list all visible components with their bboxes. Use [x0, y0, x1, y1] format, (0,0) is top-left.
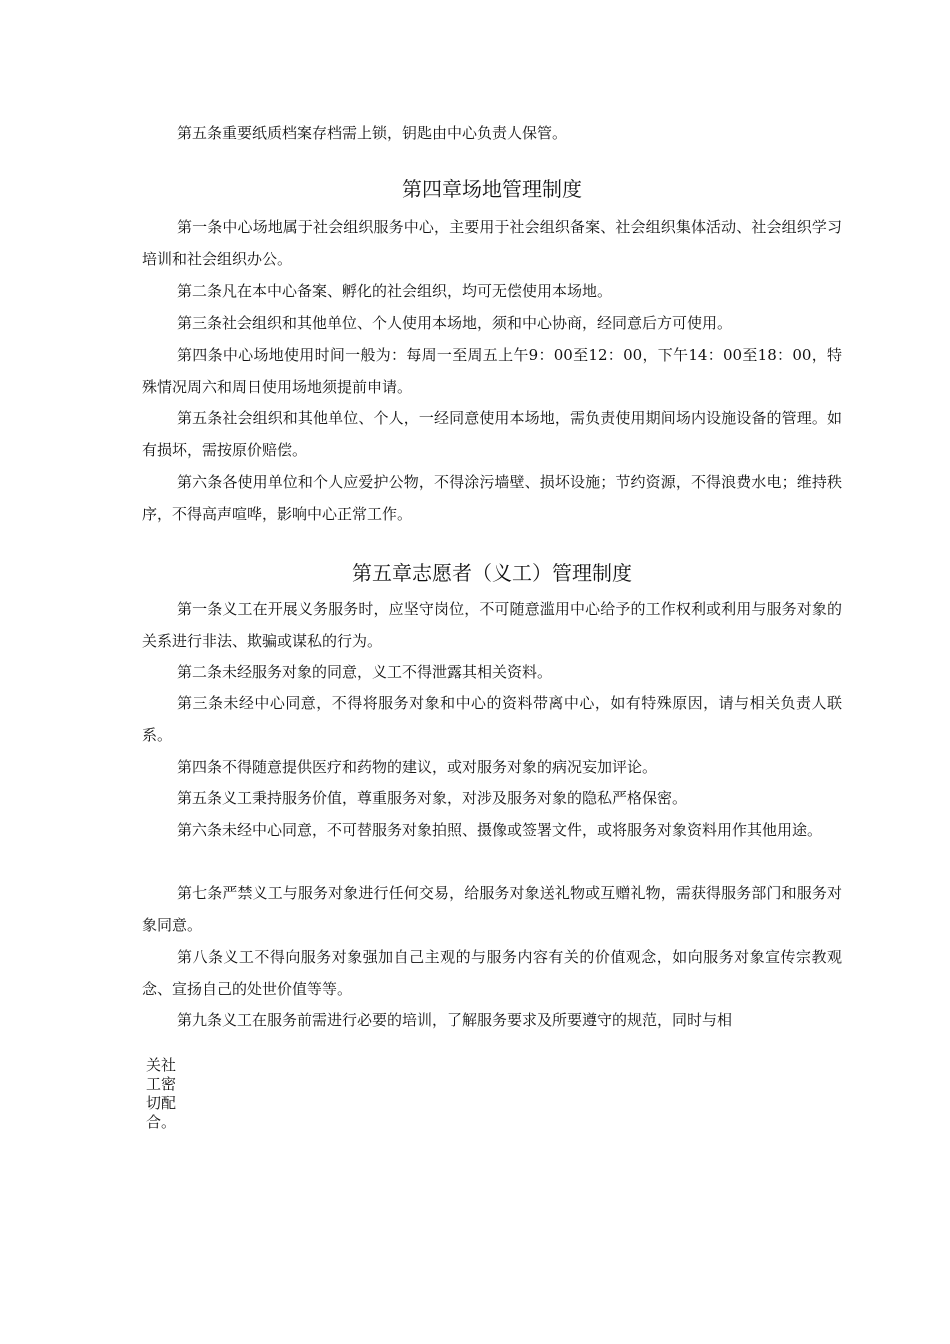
ch4-article-4: 第四条中心场地使用时间一般为：每周一至周五上午9：00至12：00，下午14：00至18：00，特殊情况周六和周日使用场地须提前申请。	[142, 346, 842, 396]
chapter-5-title: 第五章志愿者（义工）管理制度	[352, 561, 632, 585]
ch4-article-6: 第六条各使用单位和个人应爱护公物，不得涂污墙壁、损坏设施；节约资源，不得浪费水电；维持秩序，不得高声喧哗，影响中心正常工作。	[142, 473, 842, 523]
paragraph-archive-lock: 第五条重要纸质档案存档需上锁，钥匙由中心负责人保管。	[177, 124, 568, 142]
ch5-article-2: 第二条未经服务对象的同意，义工不得泄露其相关资料。	[177, 663, 553, 681]
chapter-4-title: 第四章场地管理制度	[402, 177, 582, 201]
ch5-article-9-continuation: 关社工密切配合。	[146, 1056, 177, 1131]
ch5-article-4: 第四条不得随意提供医疗和药物的建议，或对服务对象的病况妄加评论。	[177, 758, 658, 776]
ch5-article-6: 第六条未经中心同意，不可替服务对象拍照、摄像或签署文件，或将服务对象资料用作其他用途。	[177, 821, 823, 839]
ch5-article-9: 第九条义工在服务前需进行必要的培训，了解服务要求及所要遵守的规范，同时与相	[177, 1011, 733, 1029]
ch4-article-3: 第三条社会组织和其他单位、个人使用本场地，须和中心协商，经同意后方可使用。	[177, 314, 733, 332]
ch5-article-8: 第八条义工不得向服务对象强加自己主观的与服务内容有关的价值观念，如向服务对象宣传宗教观念、宣扬自己的处世价值等等。	[142, 948, 842, 998]
ch4-article-5: 第五条社会组织和其他单位、个人，一经同意使用本场地，需负责使用期间场内设施设备的管理。如有损坏，需按原价赔偿。	[142, 409, 842, 459]
ch5-article-3: 第三条未经中心同意，不得将服务对象和中心的资料带离中心，如有特殊原因，请与相关负责人联系。	[142, 694, 842, 744]
ch4-article-2: 第二条凡在本中心备案、孵化的社会组织，均可无偿使用本场地。	[177, 282, 613, 300]
ch5-article-1: 第一条义工在开展义务服务时，应坚守岗位，不可随意滥用中心给予的工作权利或利用与服务对象的关系进行非法、欺骗或谋私的行为。	[142, 600, 842, 650]
ch5-article-7: 第七条严禁义工与服务对象进行任何交易，给服务对象送礼物或互赠礼物，需获得服务部门和服务对象同意。	[142, 884, 842, 934]
ch5-article-5: 第五条义工秉持服务价值，尊重服务对象，对涉及服务对象的隐私严格保密。	[177, 789, 688, 807]
ch4-article-1: 第一条中心场地属于社会组织服务中心，主要用于社会组织备案、社会组织集体活动、社会组织学习培训和社会组织办公。	[142, 218, 842, 268]
